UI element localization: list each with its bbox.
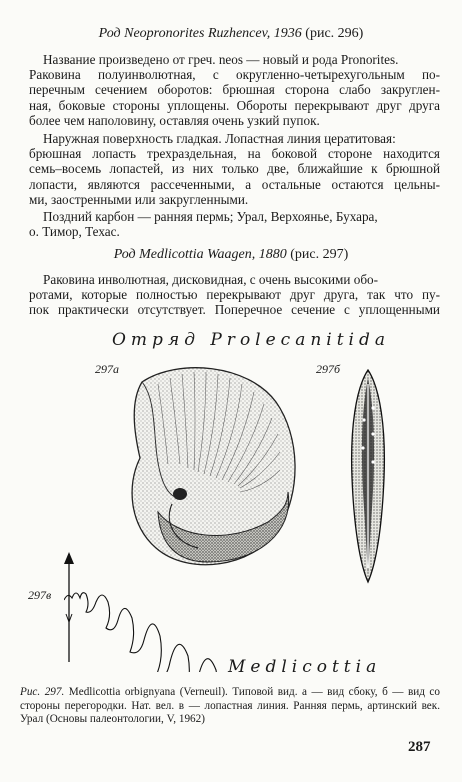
figure-label-c: 297в <box>28 588 52 602</box>
figure-reference: (рис. 296) <box>301 26 364 41</box>
text-line: о. Тимор, Техас. <box>29 224 120 240</box>
genus-heading-medlicottia <box>0 247 462 263</box>
paragraph-surface <box>29 131 440 207</box>
paragraph-shell <box>29 272 440 318</box>
text-line: ми, заостренными или закругленными. <box>29 191 249 207</box>
ammonite-side-view <box>118 362 304 574</box>
text-line: ротами, которые полностью перекрывают друг друга, так что пу- <box>29 287 440 303</box>
text-line: брюшная лопасть трехраздельная, на боковой стороне находится <box>29 146 440 162</box>
text-line: ная, боковые стороны уплощены. Обороты перекрывают друг друга <box>29 97 440 113</box>
text-line: Раковина инволютная, дисковидная, с очень высокими обо- <box>43 272 379 287</box>
page-number: 287 <box>408 739 431 755</box>
figure-caption <box>20 686 440 727</box>
text-line: семь–восемь лопастей, из них только две, ближайшие к брюшной <box>29 161 440 177</box>
text-line: пок практически отсутствует. Поперечное сечение с уплощенными <box>29 302 440 318</box>
text-line: лопасти, являются рассеченными, а остальные остаются цельны- <box>29 176 440 192</box>
text-line: Наружная поверхность гладкая. Лопастная линия цератитовая: <box>43 131 396 146</box>
genus-heading-text: Род Medlicottia Waagen, 1880 <box>113 247 287 262</box>
ammonite-septal-view <box>340 368 396 586</box>
genus-heading-neopronorites <box>0 26 462 42</box>
text-line: Поздний карбон — ранняя пермь; Урал, Верхоянье, Бухара, <box>43 209 378 224</box>
text-line: перечным сечением оборотов: брюшная сторона слабо закруглен- <box>29 82 440 98</box>
text-line: Раковина полуинволютная, с округленно-четырехугольным по- <box>29 67 440 83</box>
figure-reference: (рис. 297) <box>286 247 349 262</box>
paragraph-etymology <box>29 52 440 128</box>
genus-heading-text: Род Neopronorites Ruzhencev, 1936 <box>98 26 302 41</box>
paragraph-range <box>29 209 440 239</box>
caption-text: Medlicottia orbignyana (Verneuil). Типовой вид. а — вид сбоку, б — вид со стороны перегородки. Нат. вел. в — лопастная линия. Ранняя пермь, артинский век. Урал (Основы палеонтологии, V, 1962) <box>20 686 440 725</box>
order-label: Отряд Prolecanitida <box>112 330 390 350</box>
genus-figure-label: Medlicottia <box>228 657 382 677</box>
text-line: Название произведено от греч. neos — новый и рода Pronorites. <box>43 52 399 67</box>
suture-line-drawing <box>64 560 404 672</box>
text-line: более чем наполовину, оставляя очень узкий пупок. <box>29 112 320 128</box>
figure-label-b: 297б <box>316 362 341 376</box>
caption-figure-number: Рис. 297. <box>20 686 65 698</box>
figure-label-a: 297а <box>95 362 119 376</box>
